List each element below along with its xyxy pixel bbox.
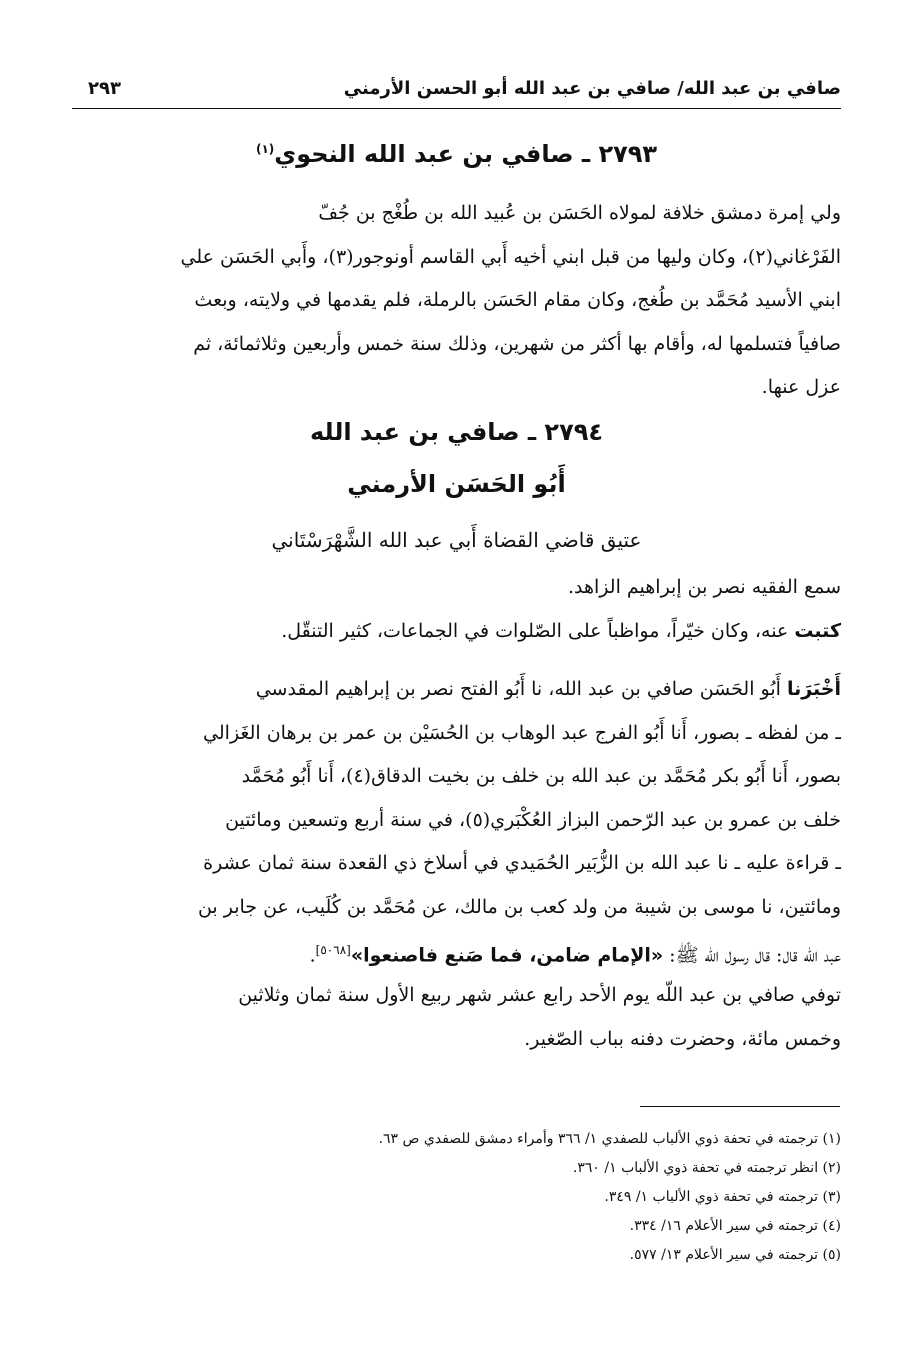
isnad-line: ومائتين، نا موسى بن شيبة من ولد كعب بن مالك، عن مُحَمَّد بن كُلَيب، عن جابر بن: [197, 895, 841, 918]
running-header: [88, 70, 841, 106]
body-line: صافياً فتسلمها له، وأقام بها أكثر من شهرين، وذلك سنة خمس وأربعين وثلاثمائة، ثم: [193, 332, 841, 355]
entry-2793-heading: ٢٧٩٣ ـ صافي بن عبد الله النحوي$^{(١)}$: [255, 140, 658, 168]
footnote-5: (٥) ترجمته في سير الأعلام ١٣/ ٥٧٧.: [629, 1247, 841, 1263]
body-line: عزل عنها.: [761, 376, 841, 398]
isnad-line: بصور، أَنا أَبُو بكر مُحَمَّد بن عبد الله بن خلف بن بخيت الدقاق(٤)، أَنا أَبُو مُحَمَّد: [241, 765, 841, 787]
running-title: صافي بن عبد الله/ صافي بن عبد الله أبو الحسن الأرمني: [343, 77, 841, 99]
kutibat-keyword: كتبت: [794, 620, 841, 642]
hadith-isnad: [69, 668, 841, 978]
footnote-marker-1: (١): [255, 142, 275, 156]
death-line: توفي صافي بن عبد اللّه يوم الأحد رابع عشر شهر ربيع الأول سنة ثمان وثلاثين: [238, 984, 841, 1006]
death-paragraph: [69, 974, 841, 1061]
entry-2793-body: [69, 192, 841, 410]
hadith-quote: «الإمام ضامن، فما صَنع فاصنعوا»: [350, 944, 664, 967]
footnote-1: (١) ترجمته في تحفة ذوي الألباب للصفدي ١/ ٣٦٦ وأمراء دمشق للصفدي ص ٦٣.: [378, 1131, 841, 1147]
isnad-line: خلف بن عمرو بن عبد الرّحمن البزاز العُكْبَري(٥)، في سنة أربع وتسعين ومائتين: [225, 808, 841, 831]
footnote-rule: [640, 1106, 840, 1107]
entry-2794-subtitle: عتيق قاضي القضاة أَبي عبد الله الشَّهْرَسْتَاني: [271, 528, 642, 552]
footnote-3: (٣) ترجمته في تحفة ذوي الألباب ١/ ٣٤٩.: [604, 1189, 841, 1205]
entry-2794-kunya: أَبُو الحَسَن الأرمني: [347, 470, 566, 498]
kutibat-line: كتبت عنه، وكان خيّراً، مواظباً على الصّلوات في الجماعات، كثير التنقّل.: [281, 620, 841, 642]
entry-2794-heading: ٢٧٩٤ ـ صافي بن عبد الله: [309, 418, 604, 446]
isnad-line: عبد اللّه قال: قال رسول الله ﷺ: «الإمام ضامن، فما صَنع فاصنعوا»[٥٠٦٨].: [309, 943, 841, 967]
body-line: ولي إمرة دمشق خلافة لمولاه الحَسَن بن عُبيد الله بن طُغْج بن جُفّ: [318, 202, 841, 224]
death-line: وخمس مائة، وحضرت دفنه بباب الصّغير.: [524, 1027, 841, 1050]
footnote-2: (٢) انظر ترجمته في تحفة ذوي الألباب ١/ ٣٦٠.: [572, 1160, 841, 1176]
isnad-line: ـ قراءة عليه ـ نا عبد الله بن الزُّبَير الحُمَيدي في أسلاخ ذي القعدة سنة ثمان عشرة: [203, 852, 841, 874]
header-rule: [72, 108, 841, 109]
hadith-reference: [٥٠٦٨]: [315, 943, 351, 957]
heard-line: سمع الفقيه نصر بن إبراهيم الزاهد.: [567, 576, 841, 598]
isnad-line: أَخْبَرَنا أَبُو الحَسَن صافي بن عبد الله، نا أَبُو الفتح نصر بن إبراهيم المقدسي: [255, 678, 841, 700]
page-number: ٢٩٣: [88, 77, 121, 99]
footnotes: [69, 1125, 841, 1270]
body-line: ابني الأسيد مُحَمَّد بن طُغج، وكان مقام الحَسَن بالرملة، فلم يقدمها في ولايته، وبعث: [194, 289, 841, 311]
body-line: الفَرْغاني(٢)، وكان وليها من قبل ابني أخيه أَبي القاسم أونوجور(٣)، وأَبي الحَسَن علي: [180, 245, 841, 268]
footnote-4: (٤) ترجمته في سير الأعلام ١٦/ ٣٣٤.: [629, 1218, 841, 1234]
akhbarana-keyword: أَخْبَرَنا: [786, 678, 841, 700]
isnad-line: ـ من لفظه ـ بصور، أَنا أَبُو الفرج عبد الوهاب بن الحُسَيْن بن عمر بن برهان الغَزالي: [203, 721, 841, 744]
